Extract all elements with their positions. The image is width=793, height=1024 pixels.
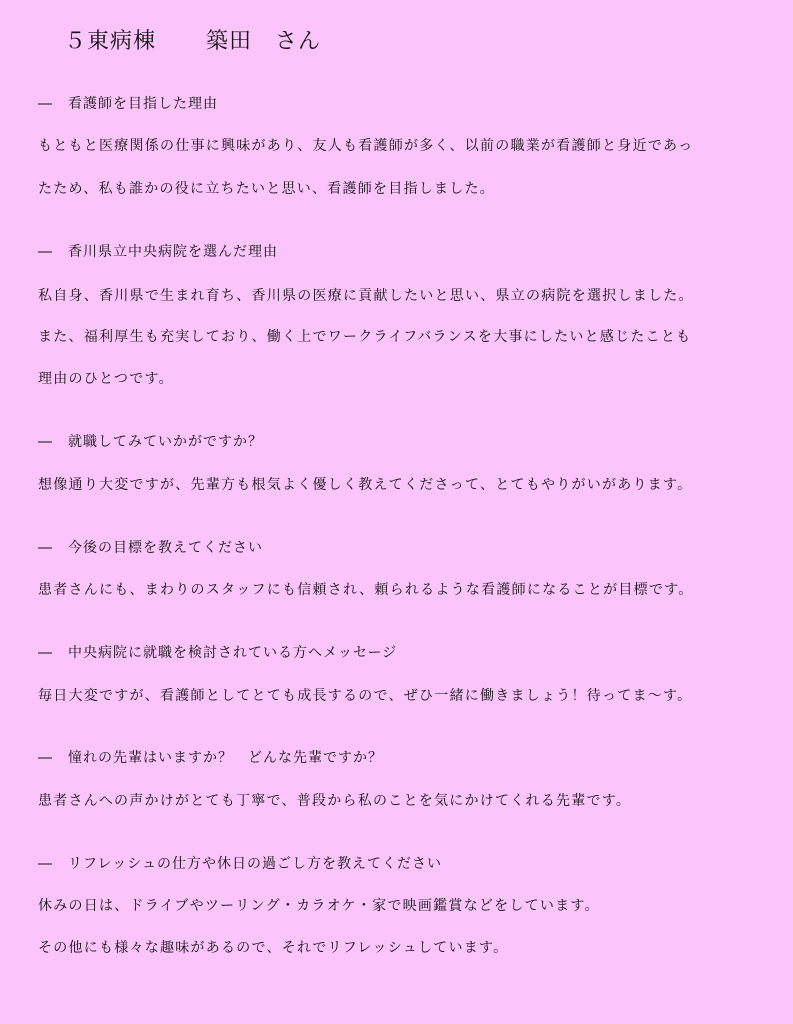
person-name: 築田 さん	[206, 29, 322, 54]
question-heading: ― 就職してみていかがですか？	[38, 434, 263, 450]
question-heading: ― 中央病院に就職を検討されている方へメッセージ	[38, 645, 398, 661]
answer-line: 私自身、香川県で生まれ育ち、香川県の医療に貢献したいと思い、県立の病院を選択しました。	[38, 288, 694, 304]
page-title	[64, 24, 321, 55]
question-heading: ― 憧れの先輩はいますか？ どんな先輩ですか？	[38, 750, 383, 766]
answer-line: 患者さんへの声かけがとても丁寧で、普段から私のことを気にかけてくれる先輩です。	[38, 793, 632, 809]
answer-line: 患者さんにも、まわりのスタッフにも信頼され、頼られるような看護師になることが目標です。	[38, 582, 694, 598]
question-heading: ― 今後の目標を教えてください	[38, 540, 263, 556]
answer-line: たため、私も誰かの役に立ちたいと思い、看護師を目指しました。	[38, 181, 495, 197]
answer-line: もともと医療関係の仕事に興味があり、友人も看護師が多く、以前の職業が看護師と身近であっ	[38, 138, 694, 154]
question-heading: ― 香川県立中央病院を選んだ理由	[38, 244, 278, 260]
answer-line: 休みの日は、ドライブやツーリング・カラオケ・家で映画鑑賞などをしています。	[38, 898, 600, 914]
answer-line: その他にも様々な趣味があるので、それでリフレッシュしています。	[38, 940, 509, 956]
answer-line: 想像通り大変ですが、先輩方も根気よく優しく教えてくださって、とてもやりがいがあります。	[38, 477, 693, 493]
question-heading: ― リフレッシュの仕方や休日の過ごし方を教えてください	[38, 856, 443, 872]
answer-line: また、福利厚生も充実しており、働く上でワークライフバランスを大事にしたいと感じたことも	[38, 329, 692, 345]
question-heading: ― 看護師を目指した理由	[38, 96, 218, 112]
ward-name: ５東病棟	[64, 29, 157, 54]
answer-line: 理由のひとつです。	[38, 371, 174, 387]
answer-line: 毎日大変ですが、看護師としてとても成長するので、ぜひ一緒に働きましょう！待ってま～す。	[38, 688, 693, 704]
